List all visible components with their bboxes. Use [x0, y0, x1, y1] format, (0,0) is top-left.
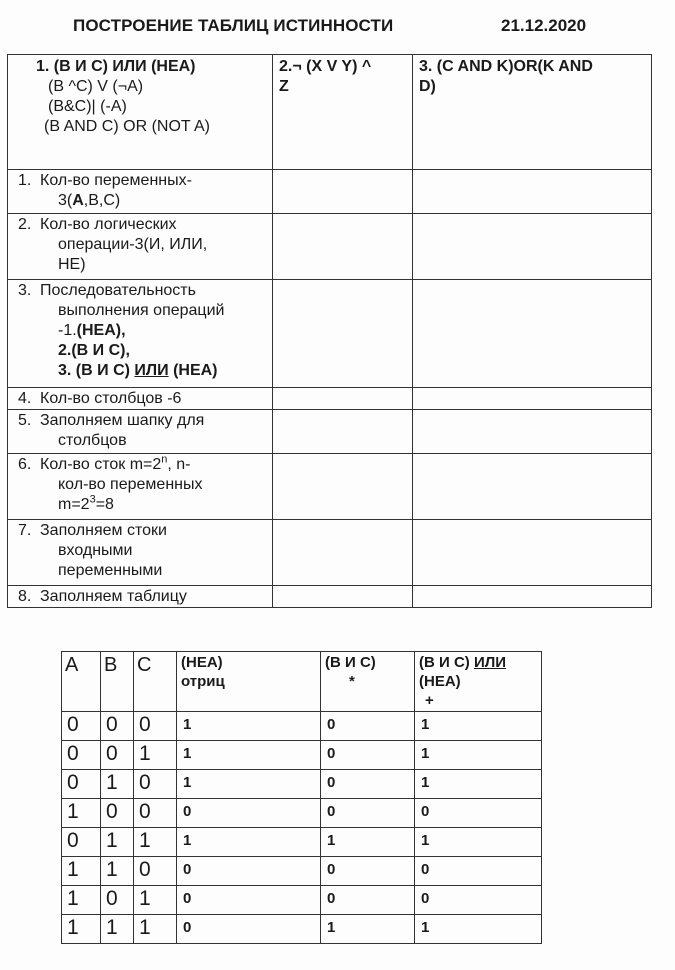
- table-row: [62, 799, 542, 828]
- empty-cell: [273, 520, 413, 586]
- cell-not-a: 0: [177, 857, 321, 886]
- cell-c: 0: [134, 712, 177, 741]
- step-6-text-c-sup: 3: [89, 493, 96, 506]
- expression-1-notation-a: (B ^C) V (¬A): [48, 78, 144, 95]
- cell-result: 1: [415, 712, 542, 741]
- cell-result: 0: [415, 799, 542, 828]
- step-2-cell: [8, 214, 273, 280]
- step-3-text-c-bold: (НЕА),: [76, 322, 126, 339]
- cell-a: 1: [62, 886, 101, 915]
- step-3-text-e-underlined: ИЛИ: [134, 362, 169, 379]
- cell-not-a: 1: [177, 770, 321, 799]
- column-not-a-header: [177, 652, 321, 712]
- cell-b: 1: [101, 915, 134, 944]
- step-row-8: [8, 586, 652, 608]
- cell-b-and-c: 0: [321, 770, 415, 799]
- empty-cell: [273, 170, 413, 214]
- step-6-cell: [8, 454, 273, 520]
- expression-3-line-2: D): [419, 78, 436, 95]
- table-row: [62, 857, 542, 886]
- empty-cell: [413, 280, 652, 388]
- column-b-header: B: [101, 652, 134, 712]
- cell-b-and-c: 0: [321, 857, 415, 886]
- cell-c: 1: [134, 741, 177, 770]
- column-result-label-underlined: ИЛИ: [473, 654, 507, 671]
- step-8-cell: [8, 586, 273, 608]
- step-row-4: [8, 388, 652, 410]
- empty-cell: [273, 280, 413, 388]
- column-b-and-c-label: (В И С): [325, 654, 376, 671]
- empty-cell: [413, 454, 652, 520]
- step-3-text-d: 2.(В И С),: [58, 342, 130, 359]
- step-2-number: 2.: [18, 216, 32, 233]
- cell-result: 1: [415, 770, 542, 799]
- expression-2-line-1: 2.¬ (X V Y) ^: [279, 58, 372, 75]
- empty-cell: [273, 454, 413, 520]
- step-6-text-b: кол-во переменных: [58, 476, 203, 493]
- step-6-text-a-sup: n: [161, 453, 168, 466]
- cell-c: 0: [134, 770, 177, 799]
- step-3-text-c-pre: -1.: [58, 322, 77, 339]
- step-4-cell: [8, 388, 273, 410]
- cell-result: 0: [415, 857, 542, 886]
- empty-cell: [273, 410, 413, 454]
- page-header: [0, 16, 675, 40]
- cell-a: 1: [62, 915, 101, 944]
- cell-a: 0: [62, 712, 101, 741]
- expression-3-line-1: 3. (C AND K)OR(K AND: [419, 58, 593, 75]
- cell-b: 0: [101, 799, 134, 828]
- column-result-header: [415, 652, 542, 712]
- step-3-text-a: Последовательность: [40, 282, 196, 299]
- step-3-cell: [8, 280, 273, 388]
- step-8-number: 8.: [18, 588, 32, 605]
- step-4-text-a: Кол-во столбцов -6: [40, 390, 182, 407]
- column-result-label-pre: (В И С): [419, 654, 474, 671]
- expression-1-cell: [8, 55, 273, 170]
- cell-b-and-c: 0: [321, 886, 415, 915]
- step-row-7: [8, 520, 652, 586]
- cell-a: 1: [62, 799, 101, 828]
- cell-a: 0: [62, 741, 101, 770]
- cell-result: 1: [415, 915, 542, 944]
- step-row-6: [8, 454, 652, 520]
- step-6-number: 6.: [18, 456, 32, 473]
- step-1-text-a: Кол-во переменных-: [40, 172, 192, 189]
- step-7-text-a: Заполняем стоки: [40, 522, 167, 539]
- step-5-number: 5.: [18, 412, 32, 429]
- cell-not-a: 1: [177, 741, 321, 770]
- step-5-text-b: столбцов: [58, 432, 127, 449]
- step-row-5: [8, 410, 652, 454]
- page-date: 21.12.2020: [501, 16, 587, 35]
- step-1-cell: [8, 170, 273, 214]
- empty-cell: [273, 214, 413, 280]
- expression-1-title: 1. (В И С) ИЛИ (НЕА): [36, 58, 196, 75]
- step-5-text-a: Заполняем шапку для: [40, 412, 205, 429]
- cell-b: 0: [101, 712, 134, 741]
- step-3-text-b: выполнения операций: [58, 302, 225, 319]
- step-2-text-b: операции-3(И, ИЛИ,: [58, 236, 208, 253]
- cell-result: 1: [415, 741, 542, 770]
- step-1-text-b-bold: A: [72, 192, 84, 209]
- truth-table-header: [62, 652, 542, 712]
- step-6-text-a-post: , n-: [167, 456, 191, 473]
- cell-b-and-c: 0: [321, 712, 415, 741]
- cell-not-a: 0: [177, 915, 321, 944]
- step-row-3: [8, 280, 652, 388]
- table-row: [62, 828, 542, 857]
- step-5-cell: [8, 410, 273, 454]
- column-result-label-post: (НЕА): [419, 673, 461, 690]
- cell-c: 0: [134, 857, 177, 886]
- table-row: [62, 915, 542, 944]
- step-3-text-e-post: (НЕА): [168, 362, 218, 379]
- cell-b-and-c: 1: [321, 915, 415, 944]
- step-1-text-b-pre: 3(: [58, 192, 73, 209]
- empty-cell: [413, 170, 652, 214]
- cell-not-a: 1: [177, 712, 321, 741]
- step-6-text-c-pre: m=2: [58, 496, 90, 513]
- step-6-text-a-pre: Кол-во сток m=2: [40, 456, 162, 473]
- cell-a: 1: [62, 857, 101, 886]
- page-title: ПОСТРОЕНИЕ ТАБЛИЦ ИСТИННОСТИ: [73, 16, 394, 35]
- expressions-row: [8, 55, 652, 170]
- step-4-number: 4.: [18, 390, 32, 407]
- table-row: [62, 886, 542, 915]
- cell-c: 1: [134, 915, 177, 944]
- step-row-1: [8, 170, 652, 214]
- cell-c: 1: [134, 886, 177, 915]
- step-1-text-b-post: ,B,C): [83, 192, 121, 209]
- column-b-and-c-sublabel: *: [349, 673, 355, 690]
- expression-1-notation-c: (B AND C) OR (NOT A): [44, 118, 210, 135]
- cell-result: 1: [415, 828, 542, 857]
- empty-cell: [413, 410, 652, 454]
- step-7-text-c: переменными: [58, 562, 163, 579]
- empty-cell: [413, 586, 652, 608]
- cell-b: 1: [101, 828, 134, 857]
- column-b-and-c-header: [321, 652, 415, 712]
- column-a-header: A: [62, 652, 101, 712]
- steps-table: [7, 54, 652, 608]
- empty-cell: [413, 520, 652, 586]
- cell-b: 1: [101, 770, 134, 799]
- column-result-sublabel: +: [425, 692, 434, 709]
- empty-cell: [273, 388, 413, 410]
- step-2-text-c: НЕ): [58, 256, 86, 273]
- column-not-a-sublabel: отриц: [181, 673, 225, 690]
- empty-cell: [273, 586, 413, 608]
- table-row: [62, 741, 542, 770]
- column-c-header: C: [134, 652, 177, 712]
- cell-not-a: 1: [177, 828, 321, 857]
- cell-not-a: 0: [177, 886, 321, 915]
- step-6-text-c-post: =8: [95, 496, 114, 513]
- cell-a: 0: [62, 828, 101, 857]
- expression-3-cell: [413, 55, 652, 170]
- cell-b: 0: [101, 741, 134, 770]
- cell-b: 0: [101, 886, 134, 915]
- step-row-2: [8, 214, 652, 280]
- truth-table-body: [62, 712, 542, 944]
- expression-1-notation-b: (B&C)| (-A): [48, 98, 127, 115]
- step-8-text-a: Заполняем таблицу: [40, 588, 187, 605]
- step-7-text-b: входными: [58, 542, 133, 559]
- step-3-text-e-pre: 3. (В И С): [58, 362, 135, 379]
- cell-b-and-c: 0: [321, 799, 415, 828]
- cell-result: 0: [415, 886, 542, 915]
- cell-b-and-c: 1: [321, 828, 415, 857]
- step-7-cell: [8, 520, 273, 586]
- expression-2-line-2: Z: [279, 78, 289, 95]
- cell-c: 0: [134, 799, 177, 828]
- cell-b: 1: [101, 857, 134, 886]
- empty-cell: [413, 388, 652, 410]
- cell-b-and-c: 0: [321, 741, 415, 770]
- empty-cell: [413, 214, 652, 280]
- table-row: [62, 770, 542, 799]
- step-7-number: 7.: [18, 522, 32, 539]
- step-1-number: 1.: [18, 172, 32, 189]
- cell-a: 0: [62, 770, 101, 799]
- step-2-text-a: Кол-во логических: [40, 216, 177, 233]
- truth-table: [61, 651, 542, 944]
- table-row: [62, 712, 542, 741]
- cell-not-a: 0: [177, 799, 321, 828]
- cell-c: 1: [134, 828, 177, 857]
- step-3-number: 3.: [18, 282, 32, 299]
- column-not-a-label: (НЕА): [181, 654, 223, 671]
- expression-2-cell: [273, 55, 413, 170]
